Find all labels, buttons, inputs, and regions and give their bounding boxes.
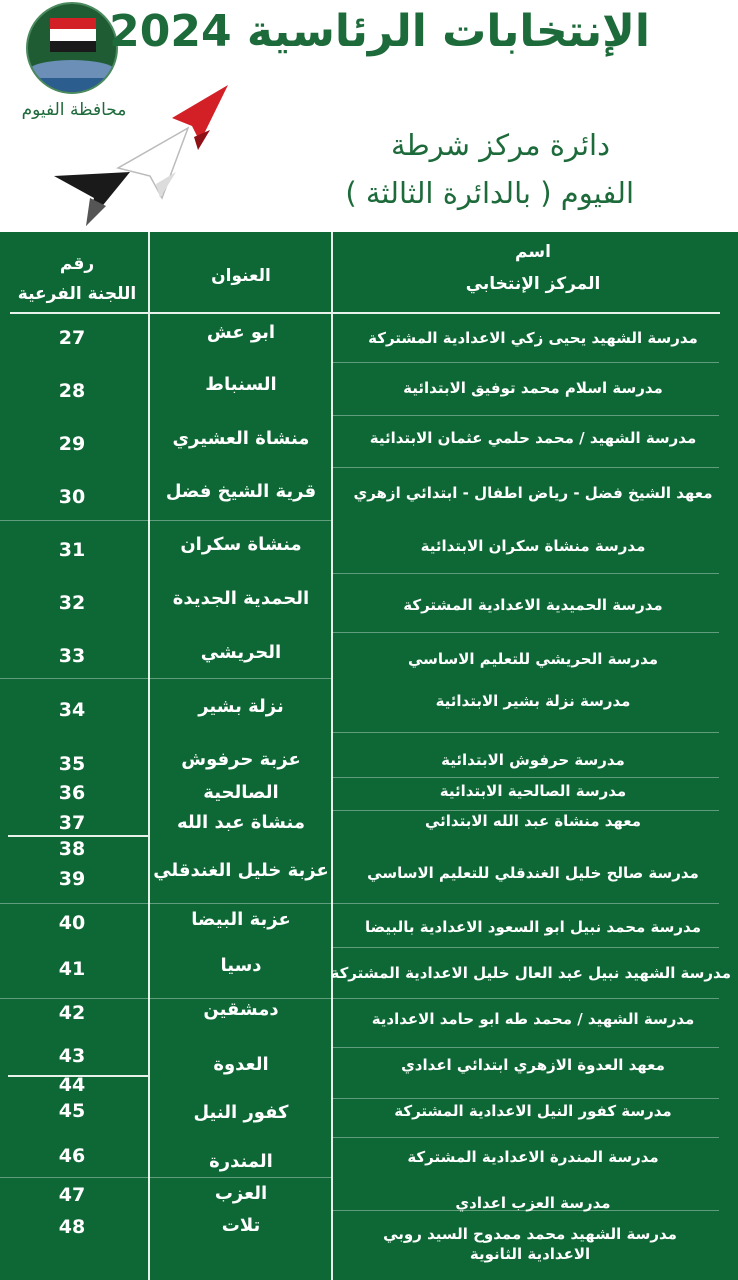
school-name-cell: معهد منشاة عبد الله الابتدائي <box>424 812 642 830</box>
committee-number: 27 <box>58 327 86 349</box>
address-cell: عزبة خليل الغندقلي <box>153 860 329 881</box>
school-name-cell: مدرسة الشهيد محمد ممدوح السيد روبي الاعدادية الثانوية <box>383 1225 677 1263</box>
address-cell: عزبة حرفوش <box>181 749 301 770</box>
committee-number: 30 <box>58 486 86 508</box>
column-divider <box>331 232 333 1280</box>
row-divider <box>0 1177 331 1178</box>
address-cell: العزب <box>214 1183 268 1204</box>
row-divider <box>331 415 719 416</box>
school-name-cell: مدرسة الحميدية الاعدادية المشتركة <box>403 596 663 614</box>
department-line-2: الفيوم ( بالدائرة الثالثة ) <box>345 176 634 210</box>
address-cell: الحمدية الجديدة <box>172 588 310 609</box>
school-name-cell: مدرسة محمد نبيل ابو السعود الاعدادية بالبيضا <box>365 918 701 936</box>
row-divider <box>331 1098 719 1099</box>
row-divider <box>331 1047 719 1048</box>
row-divider <box>331 777 719 778</box>
address-cell: تلات <box>221 1215 261 1236</box>
committee-number: 36 <box>58 782 86 804</box>
header-committee-line1: رقم <box>59 254 95 274</box>
school-name-cell: مدرسة الشهيد نبيل عبد العال خليل الاعدادية المشتركة <box>330 964 731 982</box>
flag-arrows-icon <box>50 80 240 230</box>
address-cell: كفور النيل <box>193 1102 289 1123</box>
committee-number: 42 <box>58 1002 86 1024</box>
committee-group-divider <box>8 835 148 837</box>
row-divider <box>331 573 719 574</box>
school-name-cell: مدرسة الشهيد / محمد طه ابو حامد الاعدادية <box>371 1010 695 1028</box>
address-cell: ابو عش <box>206 322 276 343</box>
address-cell: عزبة البيضا <box>191 909 291 930</box>
row-divider <box>331 732 719 733</box>
committee-number: 43 <box>58 1045 86 1067</box>
school-name-cell: مدرسة حرفوش الابتدائية <box>441 751 625 769</box>
header-address: العنوان <box>211 266 271 286</box>
committee-number: 35 <box>58 753 86 775</box>
row-divider <box>0 678 331 679</box>
row-divider <box>331 947 719 948</box>
address-cell: الحريشي <box>200 642 282 663</box>
committee-number: 32 <box>58 592 86 614</box>
address-cell: نزلة بشير <box>198 696 284 717</box>
page-title: الإنتخابات الرئاسية 2024 <box>109 6 650 57</box>
address-cell: منشاة عبد الله <box>177 812 305 833</box>
committee-number: 48 <box>58 1216 86 1238</box>
governorate-name: محافظة الفيوم <box>21 100 127 120</box>
committee-number: 39 <box>58 868 86 890</box>
column-divider <box>148 232 150 1280</box>
header-school-name-line1: اسم <box>515 242 551 262</box>
egypt-flag-icon <box>50 18 96 52</box>
address-cell: دمشقين <box>203 999 279 1020</box>
school-name-cell: مدرسة اسلام محمد توفيق الابتدائية <box>403 379 663 397</box>
department-line-1: دائرة مركز شرطة <box>391 128 610 162</box>
committee-number: 37 <box>58 812 86 834</box>
address-cell: السنباط <box>205 374 277 395</box>
school-name-cell: مدرسة المندرة الاعدادية المشتركة <box>407 1148 659 1166</box>
committee-number: 34 <box>58 699 86 721</box>
committee-number: 31 <box>58 539 86 561</box>
school-name-cell: مدرسة الشهيد يحيى زكي الاعدادية المشتركة <box>368 329 698 347</box>
header <box>0 0 738 232</box>
school-name-cell: مدرسة الصالحية الابتدائية <box>439 782 627 800</box>
committees-table <box>0 232 738 1280</box>
committee-number: 33 <box>58 645 86 667</box>
committee-number: 44 <box>58 1074 86 1096</box>
school-name-cell: معهد الشيخ فضل - رياض اطفال - ابتدائي ازهري <box>353 484 713 502</box>
school-name-cell: مدرسة نزلة بشير الابتدائية <box>435 692 631 710</box>
row-divider <box>331 362 719 363</box>
address-cell: قرية الشيخ فضل <box>165 481 317 502</box>
address-cell: دسيا <box>220 955 262 976</box>
committee-number: 40 <box>58 912 86 934</box>
committee-number: 46 <box>58 1145 86 1167</box>
row-divider <box>0 998 719 999</box>
address-cell: منشاة العشيري <box>172 428 310 449</box>
address-cell: منشاة سكران <box>180 534 302 555</box>
row-divider <box>0 520 331 521</box>
committee-number: 45 <box>58 1100 86 1122</box>
header-school-name-line2: المركز الإنتخابي <box>465 274 601 294</box>
school-name-cell: معهد العدوة الازهري ابتدائي اعدادي <box>401 1056 665 1074</box>
address-cell: المندرة <box>209 1151 273 1172</box>
school-name-cell: مدرسة العزب اعدادي <box>455 1194 611 1212</box>
school-name-cell: مدرسة صالح خليل الغندقلي للتعليم الاساسي <box>367 864 699 882</box>
row-divider <box>331 632 719 633</box>
header-committee-line2: اللجنة الفرعية <box>17 284 137 304</box>
school-name-cell: مدرسة منشاة سكران الابتدائية <box>420 537 646 555</box>
row-divider <box>331 810 719 811</box>
committee-number: 38 <box>58 838 86 860</box>
row-divider <box>0 903 719 904</box>
committee-number: 29 <box>58 433 86 455</box>
row-divider <box>331 1137 719 1138</box>
address-cell: العدوة <box>213 1054 269 1075</box>
address-cell: الصالحية <box>203 782 279 803</box>
school-name-cell: مدرسة الشهيد / محمد حلمي عثمان الابتدائية <box>369 429 697 447</box>
committee-number: 47 <box>58 1184 86 1206</box>
school-name-cell: مدرسة كفور النيل الاعدادية المشتركة <box>394 1102 672 1120</box>
header-divider <box>10 312 720 314</box>
committee-number: 41 <box>58 958 86 980</box>
row-divider <box>331 467 719 468</box>
school-name-cell: مدرسة الحريشي للتعليم الاساسي <box>407 650 659 668</box>
committee-number: 28 <box>58 380 86 402</box>
